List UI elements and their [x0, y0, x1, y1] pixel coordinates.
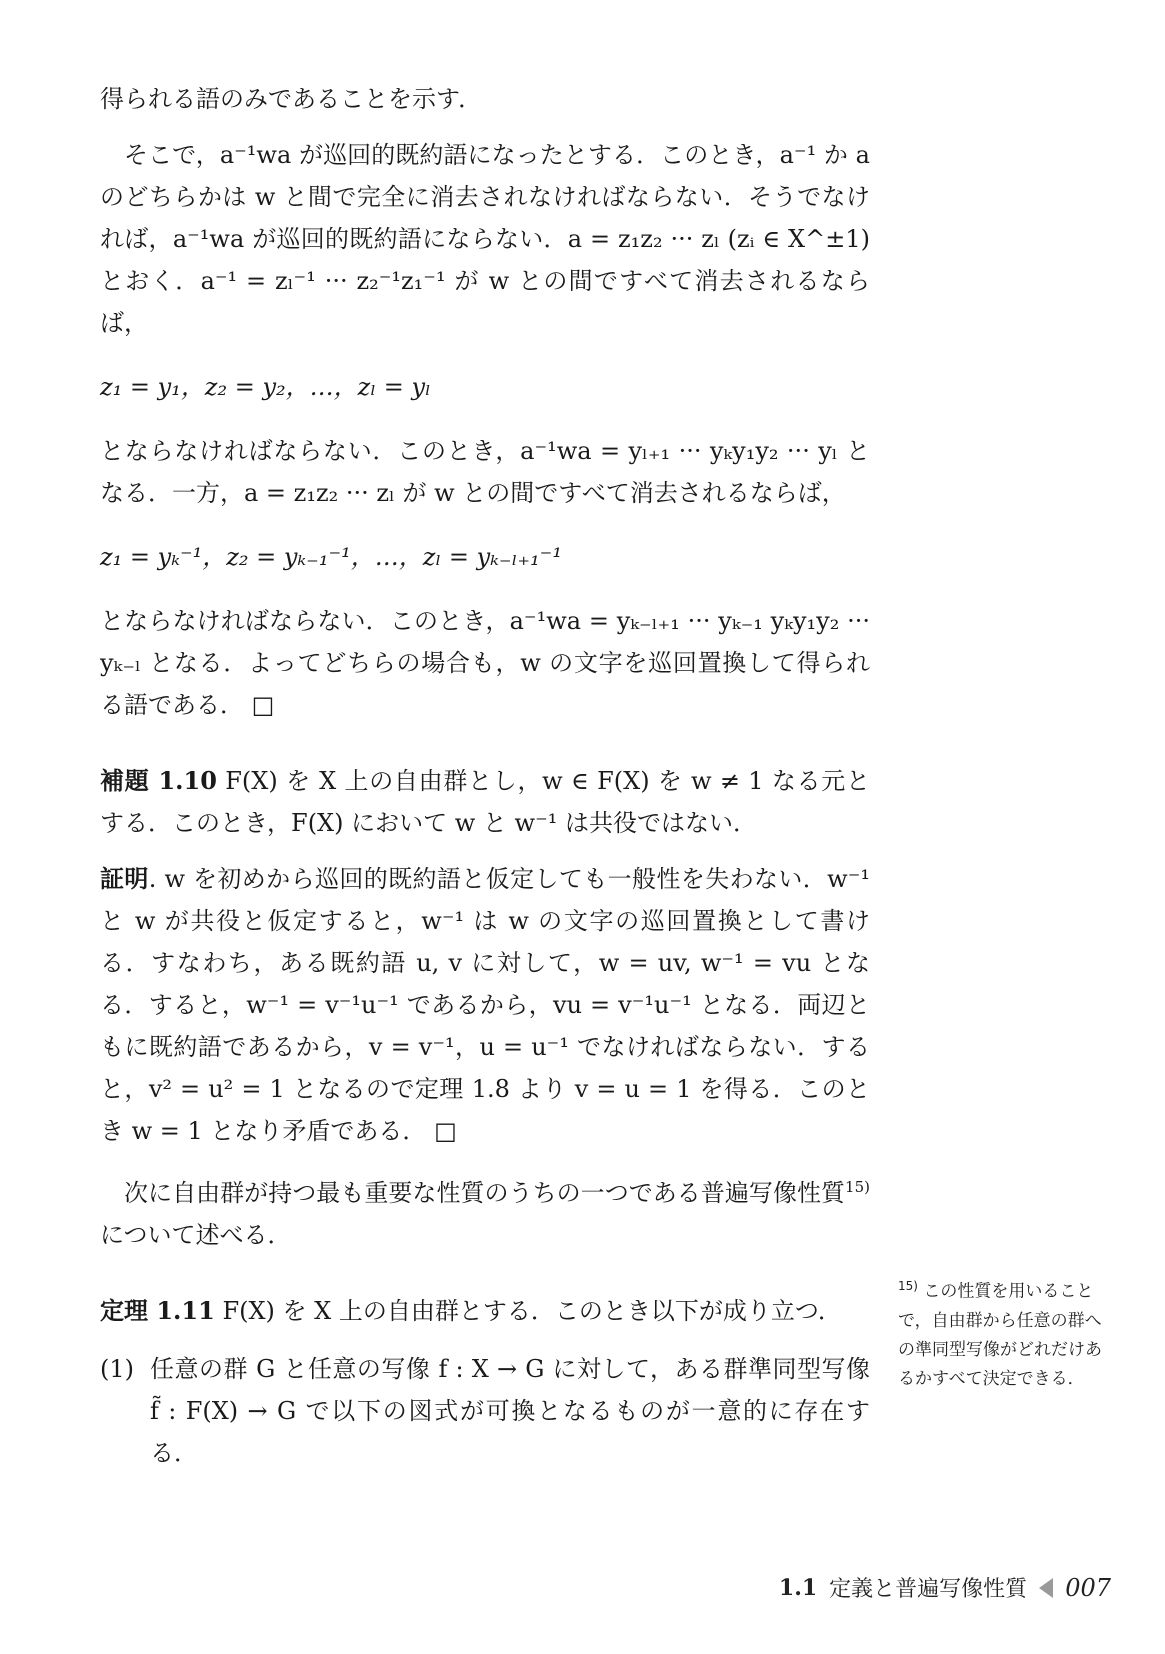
sidenote-15 [898, 1272, 1118, 1394]
paragraph-universal-property [100, 1166, 870, 1256]
qed-symbol: □ [251, 691, 275, 719]
proof-block [100, 858, 870, 1152]
proof-qed-symbol: □ [434, 1117, 457, 1145]
footer-page-number: 007 [1065, 1573, 1111, 1602]
paragraph-conclusion-text: とならなければならない．このとき，a⁻¹wa = yₖ₋ₗ₊₁ ··· yₖ₋₁ yₖy₁y₂ ··· yₖ₋ₗ となる．よってどちらの場合も，w の文字を巡回置換して得られる語である． [100, 607, 870, 719]
sidenote-ref: 15) [898, 1279, 918, 1293]
theorem-label: 定理 1.11 [100, 1296, 215, 1325]
lemma-text: F(X) を X 上の自由群とし，w ∈ F(X) を w ≠ 1 なる元とする．このとき，F(X) において w と w⁻¹ は共役ではない． [100, 767, 870, 837]
item-text: 任意の群 G と任意の写像 f : X → G に対して，ある群準同型写像 f̃ : F(X) → G で以下の図式が可換となるものが一意的に存在する． [150, 1355, 870, 1467]
equation-1: z₁ = y₁，z₂ = y₂，…，zₗ = yₗ [100, 373, 431, 401]
theorem-1-11 [100, 1290, 870, 1332]
paragraph-cyclic-reduction: そこで，a⁻¹wa が巡回的既約語になったとする．このとき，a⁻¹ か a のどちらかは w と間で完全に消去されなければならない．そうでなければ，a⁻¹wa が巡回的既約語にならない．a = z₁z₂ ··· zₗ (zᵢ ∈ X^±1) とおく．a⁻¹ = zₗ⁻¹ ··· z₂⁻¹z₁⁻¹ が w との間ですべて消去されるならば， [100, 141, 870, 337]
equation-2: z₁ = yₖ⁻¹，z₂ = yₖ₋₁⁻¹，…，zₗ = yₖ₋ₗ₊₁⁻¹ [100, 543, 562, 571]
theorem-text: F(X) を X 上の自由群とする．このとき以下が成り立つ． [222, 1297, 842, 1325]
footer-section-title: 定義と普遍写像性質 [829, 1577, 1028, 1602]
footnote-ref: 15) [845, 1178, 870, 1196]
item-number: (1) [100, 1355, 134, 1383]
theorem-item-1 [100, 1348, 870, 1474]
footer-section-number: 1.1 [778, 1574, 818, 1601]
lemma-label: 補題 1.10 [100, 766, 217, 795]
paragraph-continuation: 得られる語のみであることを示す． [100, 85, 483, 113]
proof-label: 証明 [100, 864, 149, 893]
sidenote-text: この性質を用いることで，自由群から任意の群への準同型写像がどれだけあるかすべて決定できる． [898, 1281, 1102, 1389]
proof-text: . w を初めから巡回的既約語と仮定しても一般性を失わない．w⁻¹ と w が共役と仮定すると，w⁻¹ は w の文字の巡回置換として書ける．すなわち，ある既約語 u, v に対して，w = uv, w⁻¹ = vu となる．すると，w⁻¹ = v⁻¹u⁻¹ であるから，vu = v⁻¹u⁻¹ となる．両辺ともに既約語であるから，v = v⁻¹，u = u⁻¹ でなければならない．すると，v² = u² = 1 となるので定理 1.8 より v = u = 1 を得る．このとき w = 1 となり矛盾である． [100, 865, 871, 1145]
universal-property-text: 次に自由群が持つ最も重要な性質のうちの一つである普遍写像性質 [124, 1179, 846, 1207]
page-footer [779, 1572, 1111, 1603]
lemma-1-10 [100, 760, 870, 844]
paragraph-conclusion [100, 600, 870, 726]
paragraph-case-2: とならなければならない．このとき，a⁻¹wa = yₗ₊₁ ··· yₖy₁y₂ ··· yₗ となる．一方，a = z₁z₂ ··· zₗ が w との間ですべて消去されるならば， [100, 437, 870, 507]
triangle-left-icon [1039, 1578, 1053, 1598]
main-text-column [100, 78, 870, 1474]
universal-property-tail: について述べる． [100, 1221, 292, 1249]
